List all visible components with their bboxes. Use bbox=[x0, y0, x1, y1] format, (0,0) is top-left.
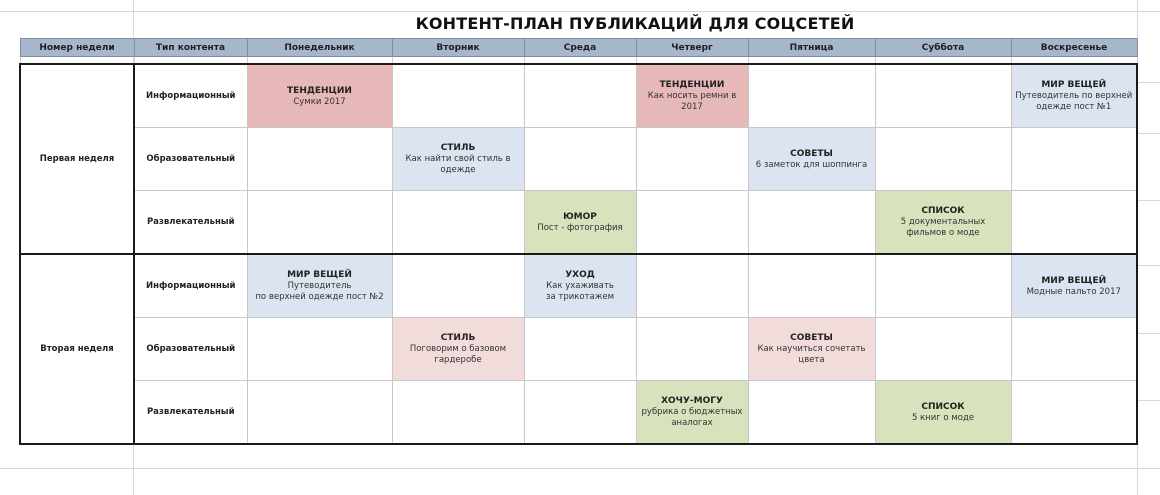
empty-cell bbox=[748, 64, 875, 128]
empty-cell bbox=[247, 128, 392, 191]
column-header: Пятница bbox=[748, 39, 875, 57]
gridline bbox=[1137, 333, 1160, 334]
table-row bbox=[20, 318, 1137, 381]
post-description: 5 книг о моде bbox=[911, 412, 975, 423]
post-rubric: ТЕНДЕНЦИИ bbox=[659, 80, 725, 90]
empty-cell bbox=[636, 254, 748, 318]
column-header: Вторник bbox=[392, 39, 524, 57]
post-cell bbox=[748, 128, 875, 191]
post-description: Поговорим о базовом bbox=[409, 344, 507, 354]
post-description: за трикотажем bbox=[545, 292, 615, 302]
empty-cell bbox=[636, 128, 748, 191]
post-rubric: СТИЛЬ bbox=[440, 333, 476, 343]
gridline bbox=[1137, 82, 1160, 83]
empty-cell bbox=[1011, 128, 1137, 191]
content-type: Образовательный bbox=[134, 318, 247, 381]
empty-cell bbox=[247, 318, 392, 381]
post-cell bbox=[875, 191, 1011, 255]
post-cell bbox=[748, 318, 875, 381]
post-cell bbox=[1011, 254, 1137, 318]
empty-cell bbox=[875, 254, 1011, 318]
spacer-row bbox=[20, 57, 1137, 65]
post-cell bbox=[524, 191, 636, 255]
gridline bbox=[0, 11, 1160, 12]
empty-cell bbox=[247, 191, 392, 255]
empty-cell bbox=[247, 381, 392, 445]
empty-cell bbox=[392, 191, 524, 255]
table-row bbox=[20, 381, 1137, 445]
post-cell bbox=[392, 318, 524, 381]
post-cell bbox=[636, 64, 748, 128]
empty-cell bbox=[524, 318, 636, 381]
gridline bbox=[1137, 200, 1160, 201]
post-rubric: СПИСОК bbox=[921, 401, 965, 412]
empty-cell bbox=[748, 381, 875, 445]
week-label: Вторая неделя bbox=[20, 254, 134, 444]
empty-cell bbox=[392, 381, 524, 445]
post-description: по верхней одежде пост №2 bbox=[255, 292, 384, 302]
post-rubric: МИР ВЕЩЕЙ bbox=[1041, 80, 1107, 90]
empty-cell bbox=[875, 128, 1011, 191]
gridline bbox=[1137, 400, 1160, 401]
post-cell bbox=[247, 64, 392, 128]
empty-cell bbox=[1011, 318, 1137, 381]
empty-cell bbox=[748, 191, 875, 255]
column-header: Четверг bbox=[636, 39, 748, 57]
post-description: рубрика о бюджетных bbox=[641, 407, 743, 417]
gridline bbox=[1137, 133, 1160, 134]
empty-cell bbox=[875, 318, 1011, 381]
post-description: Как ухаживать bbox=[546, 281, 614, 291]
empty-cell bbox=[1011, 191, 1137, 255]
post-description: фильмов о моде bbox=[906, 228, 980, 238]
post-description: 6 заметок для шоппинга bbox=[755, 159, 868, 170]
post-rubric: УХОД bbox=[565, 270, 595, 280]
column-header: Среда bbox=[524, 39, 636, 57]
post-rubric: СПИСОК bbox=[921, 206, 965, 216]
post-cell bbox=[875, 381, 1011, 445]
post-description: Модные пальто 2017 bbox=[1026, 286, 1121, 297]
column-header: Тип контента bbox=[134, 39, 247, 57]
post-description: Пост - фотография bbox=[537, 222, 623, 233]
post-description: гардеробе bbox=[434, 355, 482, 365]
post-rubric: СОВЕТЫ bbox=[790, 148, 833, 159]
post-rubric: СТИЛЬ bbox=[440, 143, 476, 153]
post-description: аналогах bbox=[671, 418, 713, 428]
post-cell bbox=[524, 254, 636, 318]
post-description: 5 документальных bbox=[900, 217, 986, 227]
post-description: Путеводитель bbox=[287, 281, 352, 291]
gridline bbox=[0, 468, 1160, 469]
post-cell bbox=[636, 381, 748, 445]
post-description: Как носить ремни в 2017 bbox=[647, 91, 737, 112]
empty-cell bbox=[636, 191, 748, 255]
post-cell bbox=[247, 254, 392, 318]
post-rubric: СОВЕТЫ bbox=[790, 333, 833, 343]
post-description: одежде пост №1 bbox=[1036, 102, 1112, 112]
header-row bbox=[20, 39, 1137, 57]
column-header: Номер недели bbox=[20, 39, 134, 57]
post-cell bbox=[392, 128, 524, 191]
content-type: Развлекательный bbox=[134, 381, 247, 445]
empty-cell bbox=[524, 381, 636, 445]
table-row bbox=[20, 64, 1137, 128]
table-row bbox=[20, 128, 1137, 191]
post-rubric: МИР ВЕЩЕЙ bbox=[287, 270, 352, 280]
empty-cell bbox=[636, 318, 748, 381]
empty-cell bbox=[875, 64, 1011, 128]
post-rubric: ТЕНДЕНЦИИ bbox=[287, 85, 352, 96]
post-description: Как научиться сочетать bbox=[757, 344, 866, 354]
post-description: цвета bbox=[798, 355, 825, 365]
post-rubric: ЮМОР bbox=[563, 211, 597, 222]
empty-cell bbox=[1011, 381, 1137, 445]
table-row bbox=[20, 254, 1137, 318]
content-plan-table bbox=[19, 38, 1138, 445]
empty-cell bbox=[392, 64, 524, 128]
empty-cell bbox=[392, 254, 524, 318]
table-row bbox=[20, 191, 1137, 255]
column-header: Суббота bbox=[875, 39, 1011, 57]
empty-cell bbox=[524, 128, 636, 191]
post-description: Сумки 2017 bbox=[293, 96, 346, 107]
column-header: Понедельник bbox=[247, 39, 392, 57]
column-header: Воскресенье bbox=[1011, 39, 1137, 57]
empty-cell bbox=[748, 254, 875, 318]
post-cell bbox=[1011, 64, 1137, 128]
content-type: Информационный bbox=[134, 254, 247, 318]
content-type: Развлекательный bbox=[134, 191, 247, 255]
post-rubric: МИР ВЕЩЕЙ bbox=[1041, 275, 1107, 286]
content-type: Образовательный bbox=[134, 128, 247, 191]
post-description: Как найти свой стиль в bbox=[405, 154, 511, 164]
empty-cell bbox=[524, 64, 636, 128]
page-title: КОНТЕНТ-ПЛАН ПУБЛИКАЦИЙ ДЛЯ СОЦСЕТЕЙ bbox=[415, 14, 855, 33]
content-type: Информационный bbox=[134, 64, 247, 128]
gridline bbox=[1137, 265, 1160, 266]
post-description: одежде bbox=[440, 165, 476, 175]
post-rubric: ХОЧУ-МОГУ bbox=[661, 396, 723, 406]
post-description: Путеводитель по верхней bbox=[1015, 91, 1133, 101]
week-label: Первая неделя bbox=[20, 64, 134, 254]
